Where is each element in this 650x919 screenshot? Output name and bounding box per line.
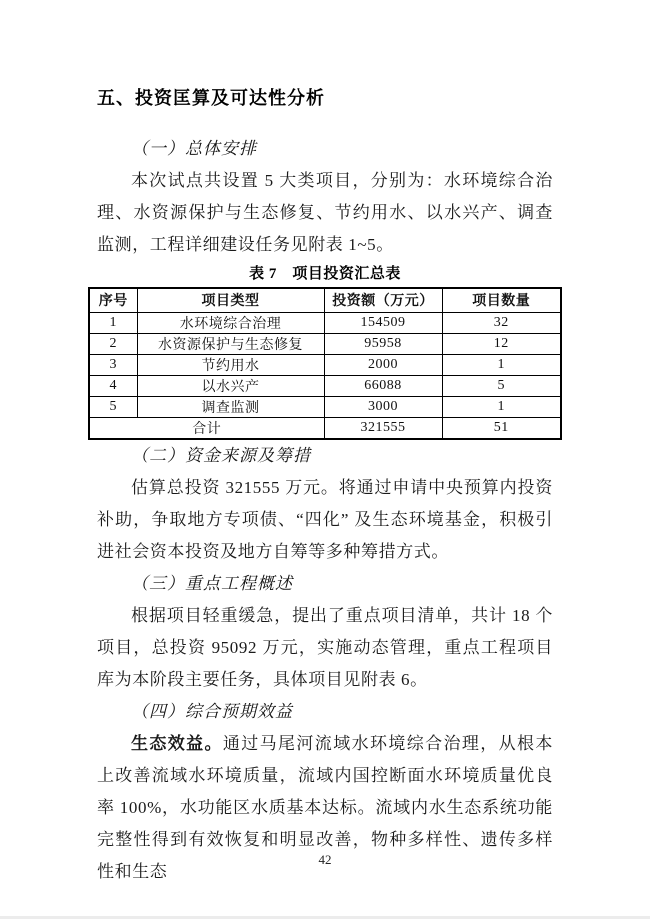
table-total-row bbox=[89, 417, 561, 439]
table-cell: 12 bbox=[442, 333, 561, 354]
table-cell: 95958 bbox=[324, 333, 442, 354]
table-cell: 水环境综合治理 bbox=[137, 312, 324, 333]
paragraph-funding-sources: 估算总投资 321555 万元。将通过申请中央预算内投资补助，争取地方专项债、“四化” 及生态环境基金，积极引进社会资本投资及地方自筹等多种筹措方式。 bbox=[97, 477, 553, 561]
table-cell: 32 bbox=[442, 312, 561, 333]
table-row bbox=[89, 312, 561, 333]
table-header-row bbox=[89, 288, 561, 312]
table-cell: 5 bbox=[89, 396, 137, 417]
subsection-title-2: （二）资金来源及筹措 bbox=[131, 445, 311, 465]
table-cell: 2000 bbox=[324, 354, 442, 375]
header-serial-no: 序号 bbox=[89, 288, 137, 312]
table-row bbox=[89, 396, 561, 417]
table-row bbox=[89, 354, 561, 375]
page-number: 42 bbox=[318, 852, 332, 867]
table-row bbox=[89, 333, 561, 354]
header-project-count: 项目数量 bbox=[442, 288, 561, 312]
subsection-title-3: （三）重点工程概述 bbox=[131, 573, 293, 593]
chapter-heading: 五、投资匡算及可达性分析 bbox=[97, 88, 325, 108]
table-cell: 以水兴产 bbox=[137, 375, 324, 396]
table-caption: 表 7 项目投资汇总表 bbox=[249, 266, 401, 282]
investment-summary-table bbox=[88, 287, 562, 440]
paragraph-overall-arrangement: 本次试点共设置 5 大类项目，分别为：水环境综合治理、水资源保护与生态修复、节约用水、以水兴产、调查监测，工程详细建设任务见附表 1~5。 bbox=[97, 171, 553, 254]
subsection-title-1: （一）总体安排 bbox=[131, 139, 257, 158]
table-cell: 4 bbox=[89, 375, 137, 396]
table-cell: 1 bbox=[89, 312, 137, 333]
paragraph-key-projects: 根据项目轻重缓急，提出了重点项目清单，共计 18 个项目，总投资 95092 万元，实施动态管理，重点工程项目库为本阶段主要任务，具体项目见附表 6。 bbox=[97, 605, 553, 689]
table-cell: 1 bbox=[442, 354, 561, 375]
subsection-title-4: （四）综合预期效益 bbox=[131, 701, 293, 721]
header-investment: 投资额（万元） bbox=[324, 288, 442, 312]
table-cell: 调查监测 bbox=[137, 396, 324, 417]
table-cell: 水资源保护与生态修复 bbox=[137, 333, 324, 354]
total-count-cell: 51 bbox=[442, 417, 561, 439]
table-cell: 节约用水 bbox=[137, 354, 324, 375]
header-project-type: 项目类型 bbox=[137, 288, 324, 312]
total-label-cell: 合计 bbox=[89, 417, 324, 439]
table-row bbox=[89, 375, 561, 396]
table-cell: 3 bbox=[89, 354, 137, 375]
table-cell: 154509 bbox=[324, 312, 442, 333]
table-cell: 3000 bbox=[324, 396, 442, 417]
paragraph-rest-text: 通过马尾河流域水环境综合治理，从根本上改善流域水环境质量，流域内国控断面水环境质量优良率 100%，水功能区水质基本达标。流域内水生态系统功能完整性得到有效恢复和明显改善，物种多样性、遗传多样性和生态 bbox=[97, 733, 553, 881]
table-cell: 1 bbox=[442, 396, 561, 417]
total-investment-cell: 321555 bbox=[324, 417, 442, 439]
table-cell: 2 bbox=[89, 333, 137, 354]
table-cell: 5 bbox=[442, 375, 561, 396]
paragraph-lead-text: 生态效益。 bbox=[131, 733, 223, 753]
table-cell: 66088 bbox=[324, 375, 442, 396]
